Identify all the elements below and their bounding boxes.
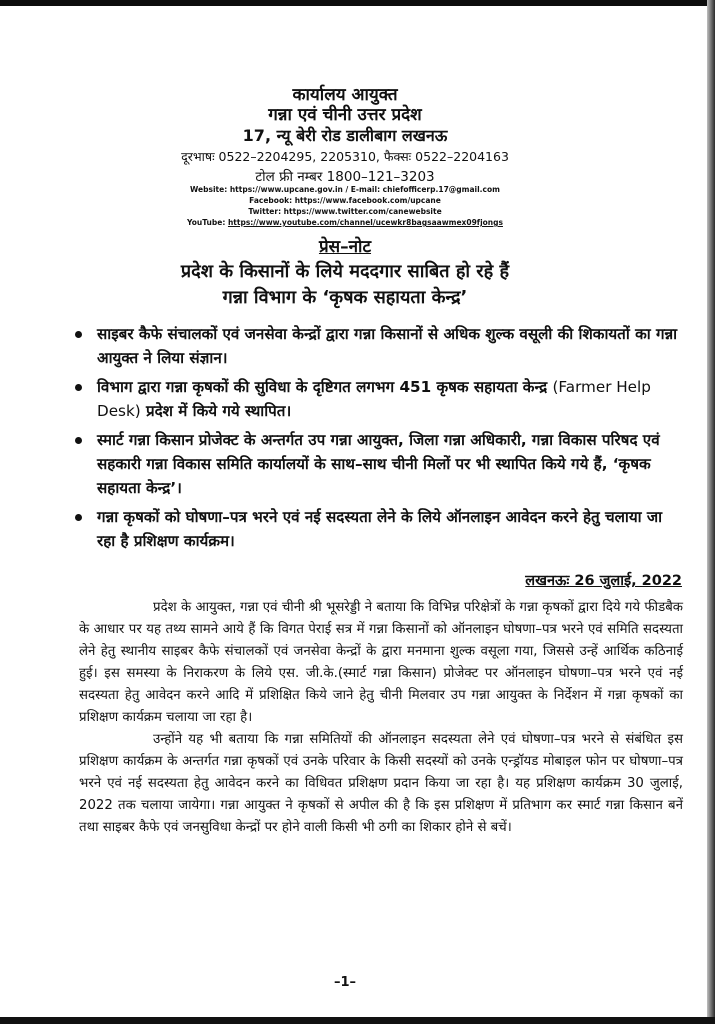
bullet-dot-icon <box>75 437 82 444</box>
body-text <box>79 597 683 839</box>
bullet-item <box>75 428 680 500</box>
bullet-text-english: (Farmer Help Desk) <box>97 378 651 420</box>
press-note-heading: प्रेस–नोट <box>318 237 372 257</box>
bullet-dot-icon <box>75 331 82 338</box>
bullet-dot-icon <box>75 514 82 521</box>
bullet-item <box>75 505 680 553</box>
office-address: 17, न्यू बेरी रोड डालीबाग लखनऊ <box>242 126 448 145</box>
bullet-text: स्मार्ट गन्ना किसान प्रोजेक्ट के अन्तर्गत उप गन्ना आयुक्त, जिला गन्ना अधिकारी, गन्ना विकास परिषद एवं सहकारी गन्ना विकास समिति कार्यालयों के साथ–साथ चीनी मिलों पर भी स्थापित किये गये हैं, ‘कृषक सहायता केन्द्र’। <box>97 431 660 497</box>
headline-line-1: प्रदेश के किसानों के लिये मददगार साबित हो रहे हैं <box>180 261 510 282</box>
bullet-text: गन्ना कृषकों को घोषणा–पत्र भरने एवं नई सदस्यता लेने के लिये ऑनलाइन आवेदन करने हेतु चलाया जा रहा है प्रशिक्षण कार्यक्रम। <box>97 508 663 550</box>
scan-bottom-edge <box>0 1017 715 1024</box>
youtube-link: https://www.youtube.com/channel/ucewkr8bagsaawmex09fjongs <box>227 218 503 227</box>
scan-right-edge <box>707 0 715 1024</box>
bullet-text: विभाग द्वारा गन्ना कृषकों की सुविधा के दृष्टिगत लगभग 451 कृषक सहायता केन्द्र <box>97 378 553 396</box>
headline-line-2: गन्ना विभाग के ‘कृषक सहायता केन्द्र’ <box>222 287 468 308</box>
website-email: Website: https://www.upcane.gov.in / E-mail: chiefofficerp.17@gmail.com <box>190 185 500 194</box>
youtube-label: YouTube: <box>187 218 228 227</box>
office-title: कार्यालय आयुक्त <box>292 85 398 105</box>
paragraph: प्रदेश के आयुक्त, गन्ना एवं चीनी श्री भूसरेड्डी ने बताया कि विभिन्न परिक्षेत्रों के गन्ना कृषकों द्वारा दिये गये फीडबैक के आधार पर यह तथ्य सामने आये हैं कि विगत पेराई सत्र में गन्ना किसानों को ऑनलाइन घोषणा–पत्र भरने एवं समिति सदस्यता लेने हेतु स्थानीय साइबर कैफे संचालकों एवं जनसेवा केन्द्रों के द्वारा मनमाना शुल्क वसूला गया, जिससे उन्हें आर्थिक कठिनाई हुई। इस समस्या के निराकरण के लिये एस. जी.के.(स्मार्ट गन्ना किसान) प्रोजेक्ट पर ऑनलाइन घोषणा–पत्र भरने एवं नई सदस्यता हेतु आवेदन करने आदि में प्रशिक्षित किये जाने हेतु चीनी मिलवार उप गन्ना आयुक्त के निर्देशन में गन्ना कृषकों का प्रशिक्षण कार्यक्रम चलाया जा रहा है। <box>79 600 683 725</box>
dateline: लखनऊः 26 जुलाई, 2022 <box>525 573 682 589</box>
bullet-list <box>75 322 680 558</box>
bullet-item <box>75 375 680 423</box>
scan-top-edge <box>0 0 715 6</box>
paragraph: उन्होंने यह भी बताया कि गन्ना समितियों की ऑनलाइन सदस्यता लेने एवं घोषणा–पत्र भरने से संबंधित इस प्रशिक्षण कार्यक्रम के अन्तर्गत गन्ना कृषकों एवं उनके परिवार के किसी सदस्यों को उनके एन्ड्रॉयड मोबाइल फोन पर घोषणा–पत्र भरने एवं नई सदस्यता हेतु आवेदन करने का विधिवत प्रशिक्षण प्रदान किया जा रहा है। यह प्रशिक्षण कार्यक्रम 30 जुलाई, 2022 तक चलाया जायेगा। गन्ना आयुक्त ने कृषकों से अपील की है कि इस प्रशिक्षण में प्रतिभाग कर स्मार्ट गन्ना किसान बनें तथा साइबर कैफे एवं जनसुविधा केन्द्रों पर होने वाली किसी भी ठगी का शिकार होने से बचें। <box>79 732 683 835</box>
bullet-item <box>75 322 680 370</box>
page-number: –1– <box>333 975 357 990</box>
toll-free-number: टोल फ्री नम्बर 1800–121–3203 <box>255 169 435 185</box>
bullet-text: साइबर कैफे संचालकों एवं जनसेवा केन्द्रों द्वारा गन्ना किसानों से अधिक शुल्क वसूली की शिकायतों का गन्ना आयुक्त ने लिया संज्ञान। <box>97 325 678 367</box>
youtube-line <box>0 218 690 227</box>
twitter-link: Twitter: https://www.twitter.com/canewebsite <box>248 207 442 216</box>
department-title: गन्ना एवं चीनी उत्तर प्रदेश <box>268 105 422 125</box>
phone-fax: दूरभाषः 0522–2204295, 2205310, फैक्सः 0522–2204163 <box>181 149 509 164</box>
bullet-dot-icon <box>75 384 82 391</box>
bullet-text: प्रदेश में किये गये स्थापित। <box>140 402 292 420</box>
facebook-link: Facebook: https://www.facebook.com/upcane <box>249 196 441 205</box>
